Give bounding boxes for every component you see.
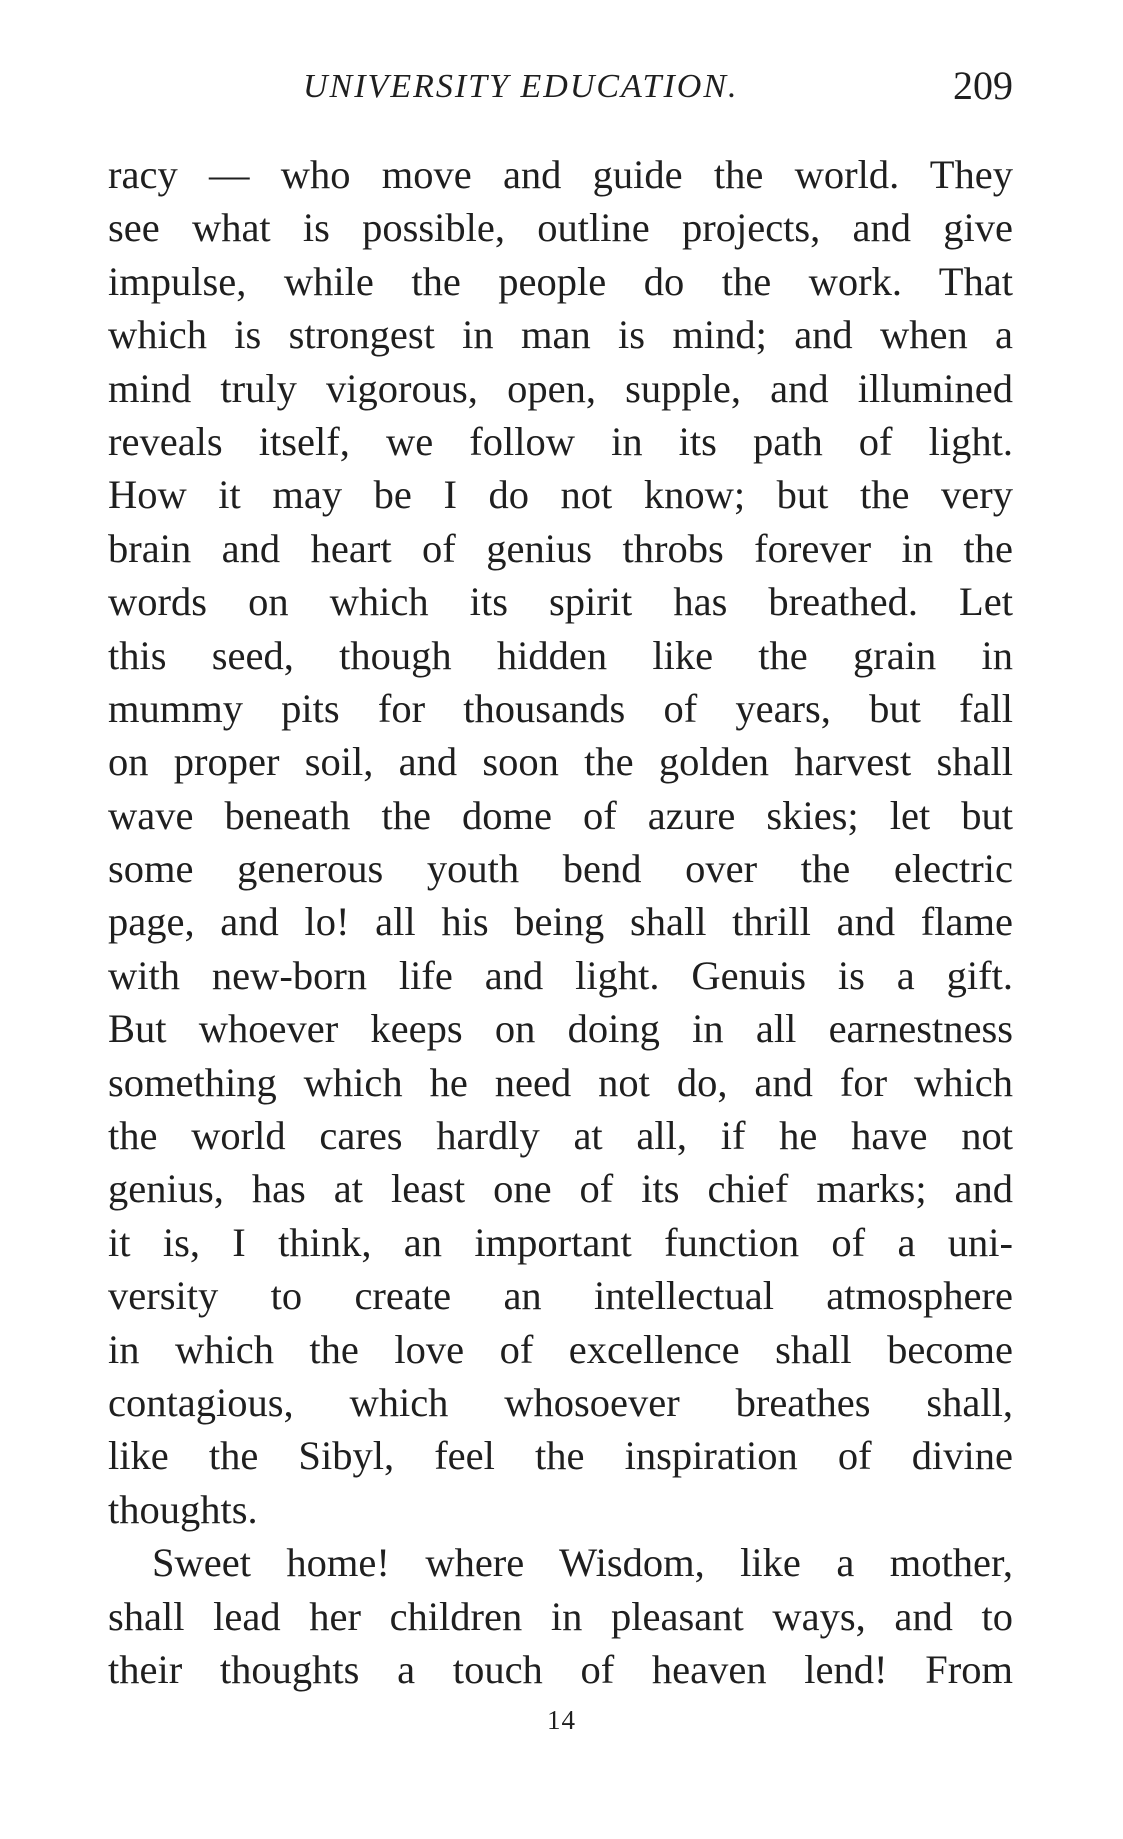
paragraph-1 bbox=[108, 148, 1013, 1536]
text-line: reveals itself, we follow in its path of light. bbox=[108, 418, 1013, 464]
text-line: thoughts. bbox=[108, 1486, 258, 1532]
text-line: on proper soil, and soon the golden harvest shall bbox=[108, 739, 1013, 785]
text-line: this seed, though hidden like the grain in bbox=[108, 632, 1013, 678]
text-line: mummy pits for thousands of years, but fall bbox=[108, 685, 1013, 731]
text-line: in which the love of excellence shall become bbox=[108, 1326, 1013, 1372]
text-line: words on which its spirit has breathed. Let bbox=[108, 579, 1013, 625]
text-line: Sweet home! where Wisdom, like a mother, bbox=[152, 1540, 1013, 1586]
signature-mark: 14 bbox=[547, 1705, 576, 1735]
text-line: wave beneath the dome of azure skies; let but bbox=[108, 792, 1013, 838]
text-line: which is strongest in man is mind; and when a bbox=[108, 312, 1013, 358]
text-line: brain and heart of genius throbs forever in the bbox=[108, 525, 1013, 571]
text-line: How it may be I do not know; but the very bbox=[108, 472, 1013, 518]
text-line: page, and lo! all his being shall thrill and flame bbox=[108, 899, 1013, 945]
text-line: like the Sibyl, feel the inspiration of divine bbox=[108, 1433, 1013, 1479]
text-line: see what is possible, outline projects, and give bbox=[108, 205, 1013, 251]
text-line: it is, I think, an important function of a uni- bbox=[108, 1219, 1013, 1265]
text-line: racy — who move and guide the world. They bbox=[108, 152, 1013, 197]
paragraph-2 bbox=[108, 1536, 1013, 1696]
text-line: impulse, while the people do the work. That bbox=[108, 258, 1013, 304]
text-line: their thoughts a touch of heaven lend! From bbox=[108, 1646, 1013, 1692]
text-line: shall lead her children in pleasant ways, and to bbox=[108, 1593, 1013, 1639]
page-number: 209 bbox=[953, 63, 1013, 108]
text-line: some generous youth bend over the electric bbox=[108, 846, 1013, 892]
text-line: mind truly vigorous, open, supple, and illumined bbox=[108, 365, 1013, 411]
running-head bbox=[108, 62, 1013, 122]
text-line: contagious, which whosoever breathes shall, bbox=[108, 1379, 1013, 1425]
text-line: the world cares hardly at all, if he have not bbox=[108, 1113, 1013, 1159]
text-line: versity to create an intellectual atmosphere bbox=[108, 1273, 1013, 1319]
text-line: something which he need not do, and for which bbox=[108, 1059, 1013, 1105]
text-line: with new-born life and light. Genuis is a gift. bbox=[108, 952, 1013, 998]
body-text bbox=[108, 148, 1013, 1696]
running-title: UNIVERSITY EDUCATION. bbox=[303, 68, 739, 105]
text-line: But whoever keeps on doing in all earnestness bbox=[108, 1006, 1013, 1052]
text-line: genius, has at least one of its chief marks; and bbox=[108, 1166, 1013, 1212]
